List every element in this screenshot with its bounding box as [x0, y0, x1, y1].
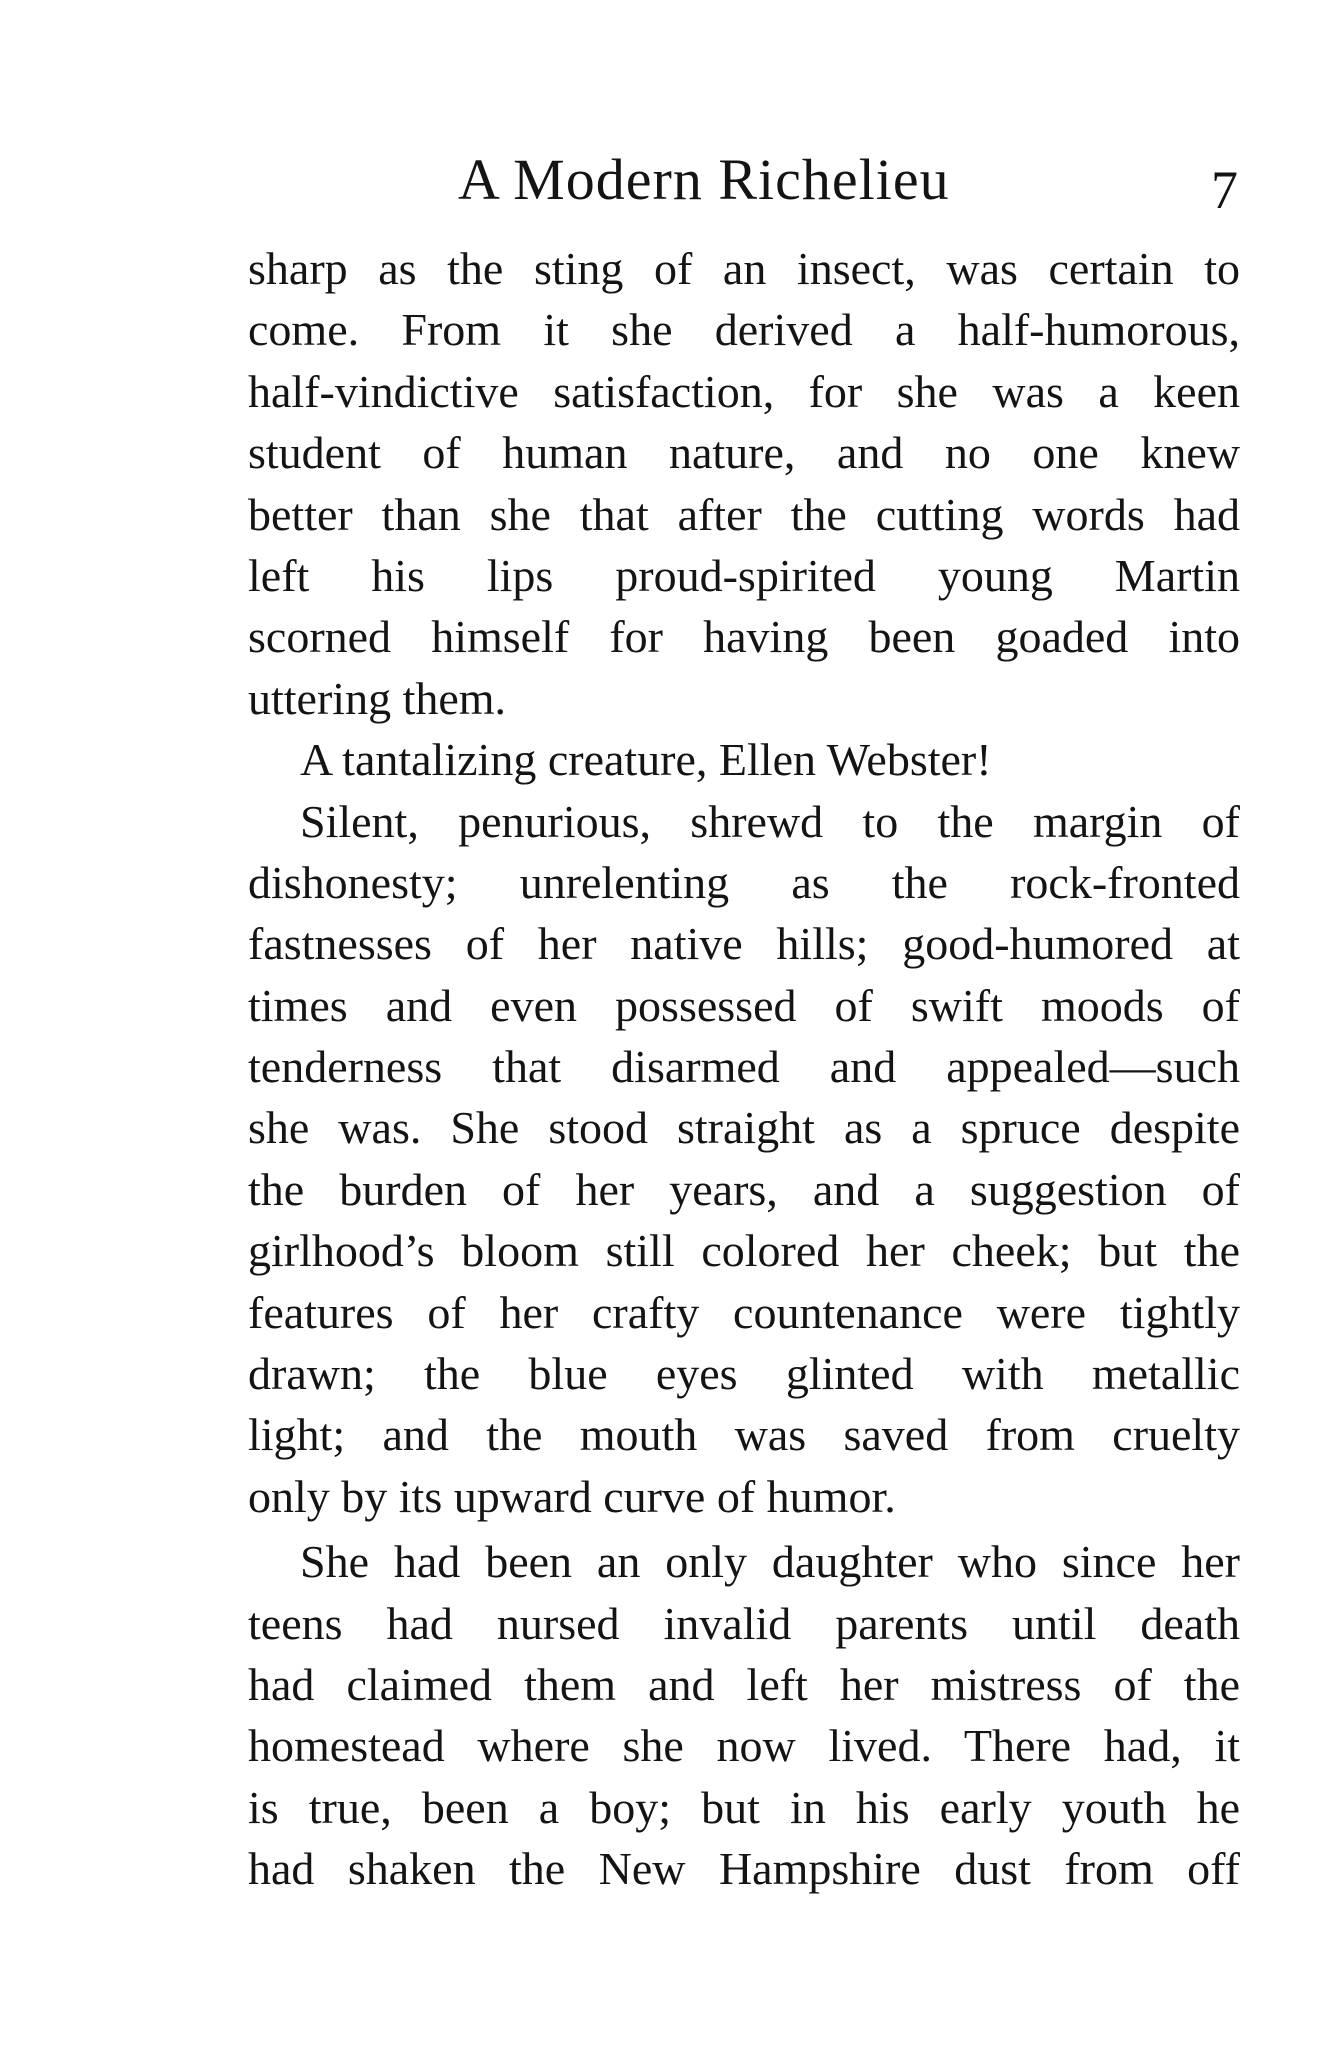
running-title: A Modern Richelieu — [458, 147, 950, 212]
paragraph-continued — [248, 238, 1240, 729]
paragraph-exclamation — [248, 729, 1240, 790]
text-line: scorned himself for having been goaded into — [248, 611, 1240, 663]
text-line: she was. She stood straight as a spruce despite — [248, 1102, 1240, 1154]
text-line: times and even possessed of swift moods of — [248, 979, 1240, 1031]
text-line: uttering them. — [248, 672, 507, 724]
text-line: tenderness that disarmed and appealed—such — [248, 1041, 1240, 1093]
text-line: teens had nursed invalid parents until death — [248, 1597, 1240, 1649]
running-head — [248, 140, 1238, 220]
text-line: fastnesses of her native hills; good-humored at — [248, 918, 1240, 970]
text-line: features of her crafty countenance were tightly — [248, 1286, 1240, 1338]
text-line: the burden of her years, and a suggestion of — [248, 1163, 1240, 1215]
text-line: girlhood’s bloom still colored her cheek; but the — [248, 1225, 1240, 1277]
text-line: dishonesty; unrelenting as the rock-fronted — [248, 856, 1240, 908]
body-text — [248, 238, 1240, 1900]
text-line: light; and the mouth was saved from cruelty — [248, 1409, 1240, 1461]
text-line: left his lips proud-spirited young Martin — [248, 549, 1240, 601]
paragraph-description — [248, 791, 1240, 1528]
page-number: 7 — [1211, 160, 1238, 220]
text-line: sharp as the sting of an insect, was certain to — [248, 243, 1240, 294]
text-line: is true, been a boy; but in his early youth he — [248, 1781, 1240, 1833]
text-line: half-vindictive satisfaction, for she was a keen — [248, 365, 1240, 417]
text-line: only by its upward curve of humor. — [248, 1470, 896, 1522]
text-line: come. From it she derived a half-humorous, — [248, 304, 1240, 356]
paragraph-history — [248, 1531, 1240, 1899]
text-line: had shaken the New Hampshire dust from off — [248, 1843, 1240, 1895]
text-line: student of human nature, and no one knew — [248, 427, 1240, 479]
text-line: had claimed them and left her mistress of the — [248, 1658, 1240, 1710]
text-line: homestead where she now lived. There had, it — [248, 1720, 1240, 1772]
text-line: better than she that after the cutting words had — [248, 488, 1240, 540]
text-line: Silent, penurious, shrewd to the margin of — [300, 795, 1240, 847]
text-line: She had been an only daughter who since her — [300, 1536, 1240, 1588]
text-line: A tantalizing creature, Ellen Webster! — [300, 734, 992, 786]
text-line: drawn; the blue eyes glinted with metallic — [248, 1348, 1240, 1400]
